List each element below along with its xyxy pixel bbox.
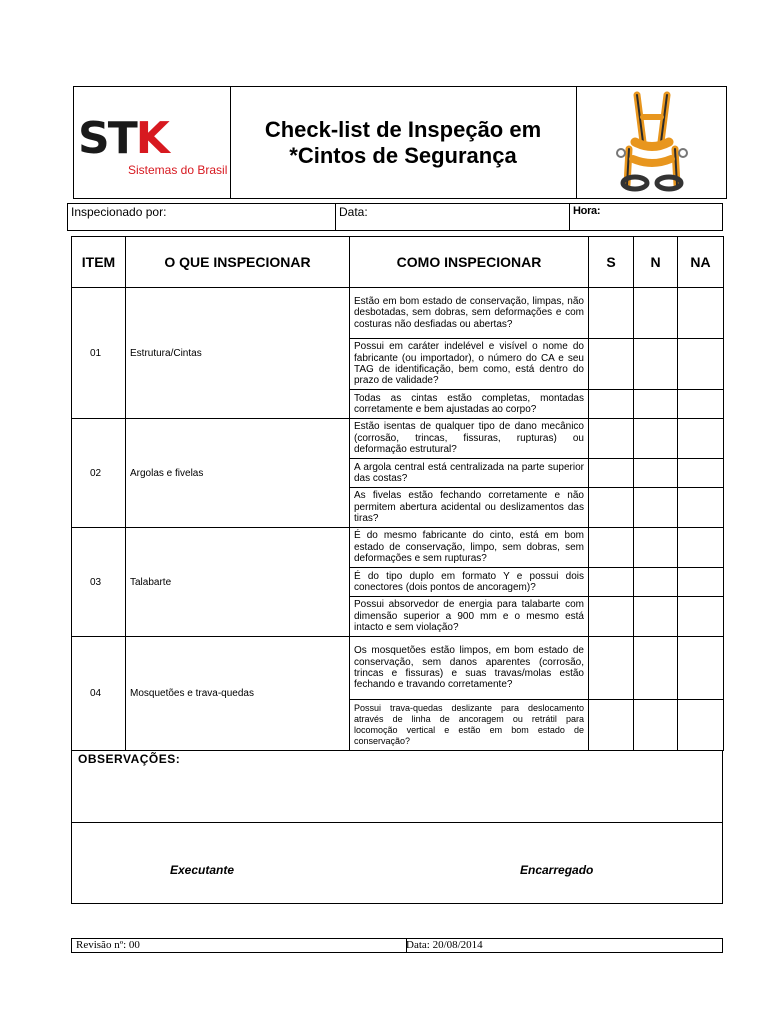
check-na[interactable] — [678, 459, 724, 488]
observations-box[interactable] — [71, 750, 723, 823]
inspection-subject: Mosquetões e trava-quedas — [126, 637, 350, 751]
check-question: É do mesmo fabricante do cinto, está em bom estado de conservação, limpo, sem dobras, sem deformações e sem rupturas? — [350, 528, 589, 568]
item-number: 02 — [72, 419, 126, 528]
check-na[interactable] — [678, 419, 724, 459]
inspection-subject: Talabarte — [126, 528, 350, 637]
logo-k: K — [135, 113, 168, 164]
company-logo — [78, 113, 168, 164]
check-yes[interactable] — [589, 459, 634, 488]
logo-subtitle: Sistemas do Brasil — [128, 163, 228, 177]
title-line-1: Check-list de Inspeção em — [264, 116, 542, 142]
safety-harness-icon — [577, 87, 727, 198]
revision-footer — [71, 938, 723, 953]
revision-number: Revisão nº: 00 — [72, 939, 407, 952]
check-yes[interactable] — [589, 637, 634, 700]
table-row — [72, 419, 724, 459]
header-no: N — [634, 237, 678, 288]
check-no[interactable] — [634, 700, 678, 751]
header-how: COMO INSPECIONAR — [350, 237, 589, 288]
header-what: O QUE INSPECIONAR — [126, 237, 350, 288]
page-title — [265, 117, 541, 169]
check-no[interactable] — [634, 339, 678, 390]
item-number: 03 — [72, 528, 126, 637]
check-yes[interactable] — [589, 419, 634, 459]
check-yes[interactable] — [589, 700, 634, 751]
check-question: Possui absorvedor de energia para talabarte com dimensão superior a 900 mm e o mesmo está intacto e sem violação? — [350, 597, 589, 637]
inspector-label: Inspecionado por: — [71, 205, 167, 219]
check-yes[interactable] — [589, 488, 634, 528]
inspection-subject: Argolas e fivelas — [126, 419, 350, 528]
check-question: As fivelas estão fechando corretamente e não permitem abertura acidental ou deslizamentos das tiras? — [350, 488, 589, 528]
table-header-row — [72, 237, 724, 288]
check-question: É do tipo duplo em formato Y e possui dois conectores (dois pontos de ancoragem)? — [350, 568, 589, 597]
executor-signature-label: Executante — [170, 863, 235, 877]
header-yes: S — [589, 237, 634, 288]
revision-date: Data: 20/08/2014 — [406, 939, 483, 951]
check-no[interactable] — [634, 419, 678, 459]
header-na: NA — [678, 237, 724, 288]
supervisor-signature-label: Encarregado — [520, 863, 594, 877]
date-field[interactable] — [336, 204, 570, 230]
check-na[interactable] — [678, 528, 724, 568]
title-line-2: *Cintos de Segurança — [289, 142, 517, 168]
check-yes[interactable] — [589, 597, 634, 637]
check-question: Possui trava-quedas deslizante para deslocamento através de linha de ancoragem ou retrátil para locomoção vertical e estão em bom estado de conservação? — [350, 700, 589, 751]
check-question: Os mosquetões estão limpos, em bom estado de conservação, sem danos aparentes (corrosão, trincas e fissuras) e suas travas/molas estão fechando e travando corretamente? — [350, 637, 589, 700]
check-na[interactable] — [678, 339, 724, 390]
check-no[interactable] — [634, 597, 678, 637]
check-yes[interactable] — [589, 390, 634, 419]
signatures-box — [71, 822, 723, 904]
check-na[interactable] — [678, 488, 724, 528]
harness-image-cell — [576, 87, 727, 198]
table-row — [72, 288, 724, 339]
item-number: 04 — [72, 637, 126, 751]
check-no[interactable] — [634, 568, 678, 597]
inspection-subject: Estrutura/Cintas — [126, 288, 350, 419]
check-yes[interactable] — [589, 568, 634, 597]
check-yes[interactable] — [589, 339, 634, 390]
date-label: Data: — [339, 205, 368, 219]
inspector-field[interactable] — [68, 204, 336, 230]
check-no[interactable] — [634, 390, 678, 419]
logo-cell — [74, 87, 231, 198]
check-na[interactable] — [678, 288, 724, 339]
check-na[interactable] — [678, 700, 724, 751]
check-no[interactable] — [634, 488, 678, 528]
check-yes[interactable] — [589, 528, 634, 568]
check-question: Todas as cintas estão completas, montadas corretamente e bem ajustadas ao corpo? — [350, 390, 589, 419]
check-na[interactable] — [678, 390, 724, 419]
check-no[interactable] — [634, 459, 678, 488]
observations-label: OBSERVAÇÕES: — [78, 752, 181, 766]
header-item: ITEM — [72, 237, 126, 288]
check-question: Possui em caráter indelével e visível o nome do fabricante (ou importador), o número do CA e seu TAG de identificação, bem como, está dentro do prazo de validade? — [350, 339, 589, 390]
check-question: Estão isentas de qualquer tipo de dano mecânico (corrosão, trincas, fissuras, rupturas) ou deformação estrutural? — [350, 419, 589, 459]
check-no[interactable] — [634, 528, 678, 568]
check-no[interactable] — [634, 637, 678, 700]
table-row — [72, 528, 724, 568]
check-question: Estão em bom estado de conservação, limpas, não desbotadas, sem dobras, sem deformações e com costuras não desfiadas ou abertas? — [350, 288, 589, 339]
title-cell — [230, 87, 576, 198]
check-no[interactable] — [634, 288, 678, 339]
check-na[interactable] — [678, 568, 724, 597]
item-number: 01 — [72, 288, 126, 419]
inspection-info-row — [67, 203, 723, 231]
table-row — [72, 637, 724, 700]
check-na[interactable] — [678, 597, 724, 637]
check-yes[interactable] — [589, 288, 634, 339]
time-field[interactable] — [570, 204, 722, 230]
time-label: Hora: — [573, 205, 601, 217]
check-question: A argola central está centralizada na parte superior das costas? — [350, 459, 589, 488]
document-header — [73, 86, 727, 199]
check-na[interactable] — [678, 637, 724, 700]
checklist-table — [71, 236, 724, 751]
logo-st: ST — [78, 113, 136, 164]
